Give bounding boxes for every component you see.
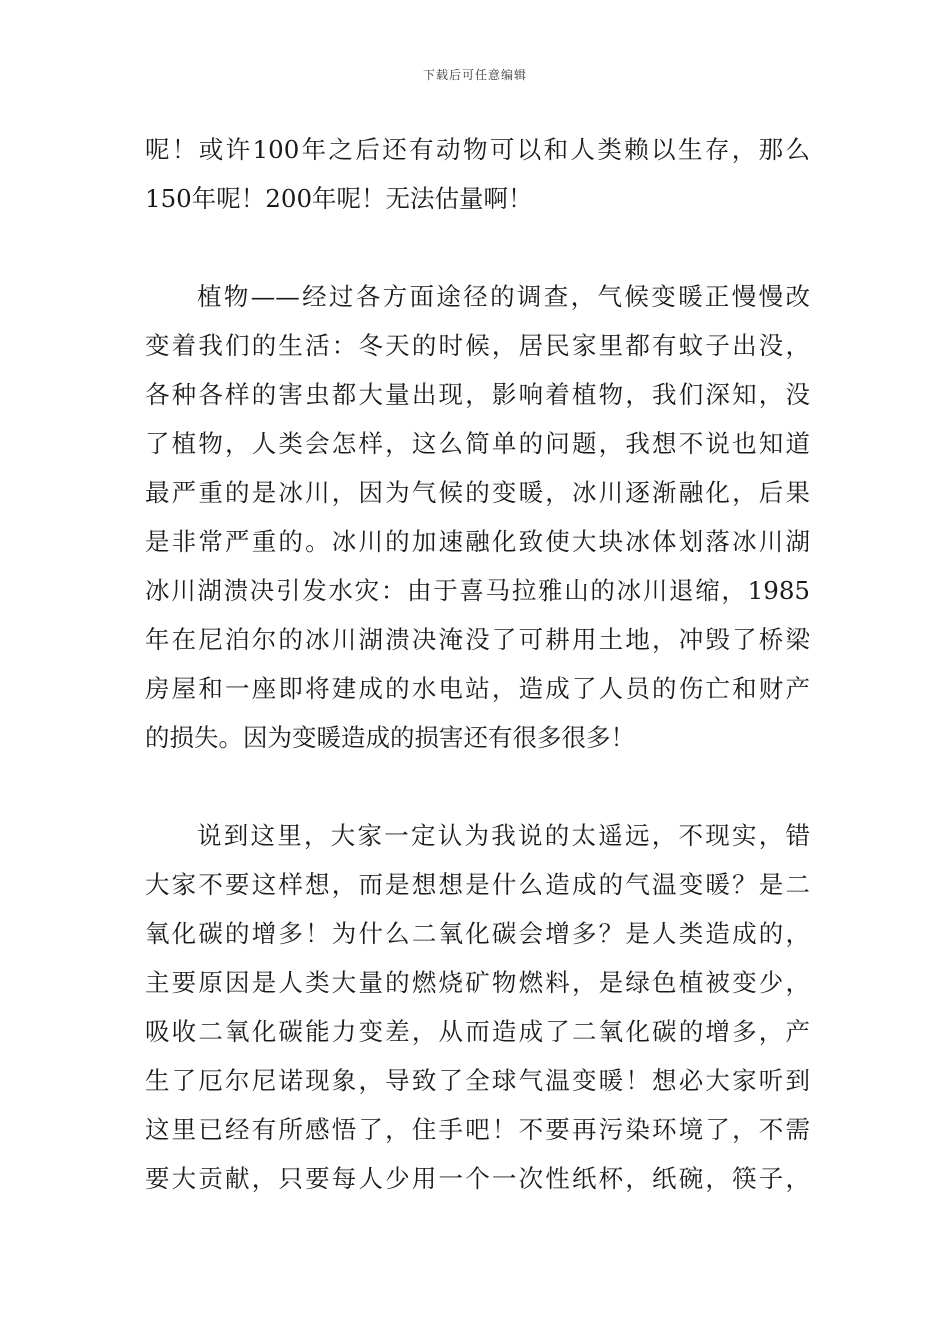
paragraph-line: 冰川湖溃决引发水灾：由于喜马拉雅山的冰川退缩，1985 [145,576,810,605]
paragraph-line: 说到这里，大家一定认为我说的太遥远，不现实，错 [197,821,810,850]
paragraph-line: 的损失。因为变暖造成的损害还有很多很多！ [145,723,635,752]
paragraph-line: 呢！或许100年之后还有动物可以和人类赖以生存，那么 [145,135,810,164]
paragraph-line: 年在尼泊尔的冰川湖溃决淹没了可耕用土地，冲毁了桥梁 [145,625,810,654]
paragraph-line: 这里已经有所感悟了，住手吧！不要再污染环境了，不需 [145,1115,810,1144]
paragraph-line: 主要原因是人类大量的燃烧矿物燃料，是绿色植被变少， [145,968,810,997]
paragraph-1 [145,125,810,223]
paragraph-line: 房屋和一座即将建成的水电站，造成了人员的伤亡和财产 [145,674,810,703]
paragraph-line: 大家不要这样想，而是想想是什么造成的气温变暖？是二 [145,870,810,899]
paragraph-line: 生了厄尔尼诺现象，导致了全球气温变暖！想必大家听到 [145,1066,810,1095]
header-note: 下载后可任意编辑 [422,68,527,82]
paragraph-line: 吸收二氧化碳能力变差，从而造成了二氧化碳的增多，产 [145,1017,810,1046]
paragraph-gap [145,762,810,811]
paragraph-line: 氧化碳的增多！为什么二氧化碳会增多？是人类造成的， [145,919,810,948]
paragraph-2 [145,272,810,762]
body-text [145,125,810,1203]
paragraph-line: 150年呢！200年呢！无法估量啊！ [145,184,533,213]
paragraph-line: 各种各样的害虫都大量出现，影响着植物，我们深知，没 [145,380,810,409]
paragraph-line: 要大贡献，只要每人少用一个一次性纸杯，纸碗，筷子， [145,1164,810,1193]
paragraph-line: 最严重的是冰川，因为气候的变暖，冰川逐渐融化，后果 [145,478,810,507]
paragraph-line: 了植物，人类会怎样，这么简单的问题，我想不说也知道 [145,429,810,458]
paragraph-gap [145,223,810,272]
paragraph-3 [145,811,810,1203]
paragraph-line: 变着我们的生活：冬天的时候，居民家里都有蚊子出没， [145,331,810,360]
paragraph-line: 植物——经过各方面途径的调查，气候变暖正慢慢改 [197,282,810,311]
paragraph-line: 是非常严重的。冰川的加速融化致使大块冰体划落冰川湖 [145,527,810,556]
